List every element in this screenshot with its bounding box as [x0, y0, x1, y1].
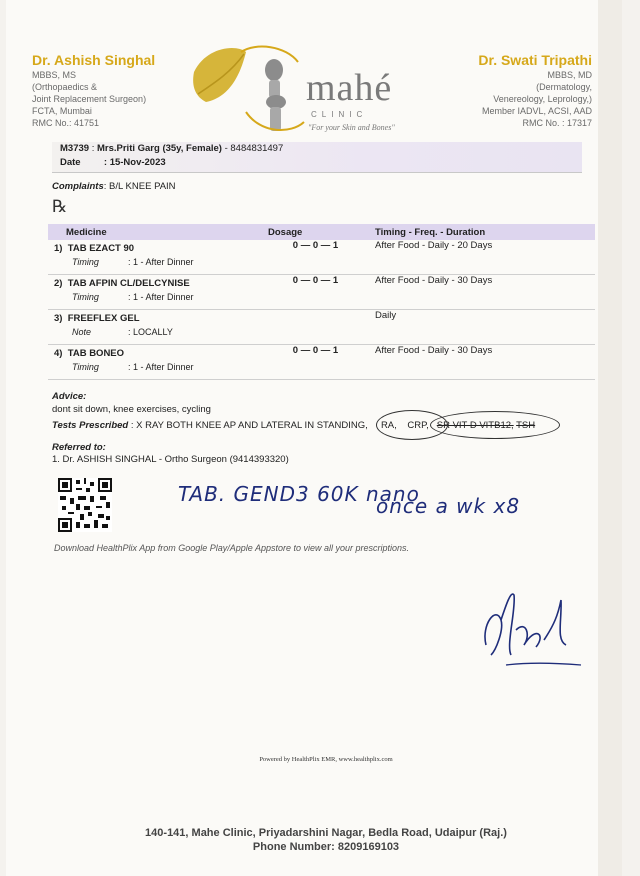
signature-icon: [476, 585, 586, 670]
date-value: 15-Nov-2023: [109, 157, 166, 168]
sub-label: Timing: [72, 257, 99, 267]
patient-row: M3739 : Mrs.Priti Garg (35y, Female) - 8484831497: [60, 143, 284, 154]
referred-text: 1. Dr. ASHISH SINGHAL - Ortho Surgeon (9414393320): [52, 454, 289, 465]
header-dosage: Dosage: [262, 224, 369, 240]
test-tsh: TSH: [516, 420, 536, 431]
timing: After Food - Daily - 30 Days: [369, 345, 595, 380]
brand-sub: CLINIC: [311, 110, 368, 119]
sub-value: : 1 - After Dinner: [128, 292, 194, 302]
doctor-right-qualifications: [392, 69, 592, 129]
dosage: 0 — 0 — 1: [262, 275, 369, 310]
patient-phone: - 8484831497: [224, 143, 284, 154]
pen-circle-mark: [430, 411, 560, 439]
doctor-right-name: Dr. Swati Tripathi: [478, 52, 592, 68]
handwritten-note-line1: TAB. GEND3 60K nano: [178, 482, 420, 506]
table-row: [48, 275, 595, 310]
sub-label: Note: [72, 327, 92, 337]
sub-value: : LOCALLY: [128, 327, 173, 337]
timing: After Food - Daily - 20 Days: [369, 240, 595, 275]
tests-label: Tests Prescribed: [52, 420, 129, 431]
sub-value: : 1 - After Dinner: [128, 362, 194, 372]
header-medicine: Medicine: [48, 224, 262, 240]
rx-icon: ℞: [52, 197, 68, 216]
qual-line: MBBS, MD: [547, 70, 592, 80]
advice-label: Advice:: [52, 391, 87, 402]
qual-line: Joint Replacement Surgeon): [32, 94, 147, 104]
handwritten-note-line2: once a wk x8: [376, 494, 521, 518]
advice: [52, 390, 211, 416]
qual-line: (Dermatology,: [536, 82, 592, 92]
sub-label: Timing: [72, 292, 99, 302]
complaints-text: : B/L KNEE PAIN: [103, 181, 176, 192]
brand-name: mahé: [306, 67, 393, 109]
medicine-table: [48, 224, 595, 380]
complaints-label: Complaints: [52, 181, 104, 192]
doctor-left-name: Dr. Ashish Singhal: [32, 52, 156, 68]
referred-to: [52, 442, 289, 466]
complaints: [52, 181, 176, 192]
header-timing: Timing - Freq. - Duration: [369, 224, 595, 240]
footer-address: 140-141, Mahe Clinic, Priyadarshini Nagar, Bedla Road, Udaipur (Raj.): [145, 827, 507, 839]
table-header: [48, 224, 595, 240]
brand-tagline: "For your Skin and Bones": [308, 123, 395, 132]
doctor-right: [392, 52, 592, 129]
doctor-left: [32, 52, 202, 129]
medicine-name: TAB BONEO: [67, 348, 125, 359]
qr-code-icon: [58, 478, 112, 532]
download-note: Download HealthPlix App from Google Play/Apple Appstore to view all your prescriptions.: [54, 543, 410, 553]
row-number: 4): [54, 348, 63, 359]
patient-info: [52, 142, 582, 173]
test-struck: SR VIT D VITB12,: [436, 420, 514, 431]
row-number: 1): [54, 243, 63, 254]
tests-text: : X RAY BOTH KNEE AP AND LATERAL IN STANDING,: [130, 420, 368, 431]
qual-line: Venereology, Leprology,): [493, 94, 592, 104]
dosage: 0 — 0 — 1: [262, 345, 369, 380]
qual-line: (Orthopaedics &: [32, 82, 98, 92]
page-edge: [598, 0, 622, 876]
qual-line: MBBS, MS: [32, 70, 77, 80]
sub-label: Timing: [72, 362, 99, 372]
patient-details: (35y, Female): [162, 143, 222, 154]
medicine-name: FREEFLEX GEL: [67, 313, 140, 324]
qual-line: FCTA, Mumbai: [32, 106, 92, 116]
date-label: Date: [60, 157, 81, 168]
table-row: [48, 310, 595, 345]
date-row: Date : 15-Nov-2023: [60, 157, 166, 168]
footer: [6, 826, 622, 854]
table-row: [48, 240, 595, 275]
timing: Daily: [369, 310, 595, 345]
doctor-left-qualifications: [32, 69, 202, 129]
referred-label: Referred to:: [52, 442, 106, 453]
qual-line: RMC No. : 17317: [522, 118, 592, 128]
powered-by: Powered by HealthPlix EMR, www.healthplix.com: [259, 756, 393, 763]
test-crp: CRP,: [407, 420, 429, 431]
qual-line: RMC No.: 41751: [32, 118, 100, 128]
timing: After Food - Daily - 30 Days: [369, 275, 595, 310]
table-row: [48, 345, 595, 380]
row-number: 3): [54, 313, 63, 324]
medicine-name: TAB EZACT 90: [67, 243, 135, 254]
footer-phone: Phone Number: 8209169103: [252, 841, 400, 853]
test-ra: RA,: [380, 420, 397, 431]
dosage: 0 — 0 — 1: [262, 240, 369, 275]
patient-name: Mrs.Priti Garg: [96, 143, 160, 154]
prescription-page: [6, 0, 622, 876]
row-number: 2): [54, 278, 63, 289]
advice-text: dont sit down, knee exercises, cycling: [52, 404, 211, 415]
medicine-name: TAB AFPIN CL/DELCYNISE: [67, 278, 190, 289]
sub-value: : 1 - After Dinner: [128, 257, 194, 267]
qual-line: Member IADVL, ACSI, AAD: [481, 106, 592, 116]
patient-id: M3739: [60, 143, 90, 154]
dosage: [262, 310, 369, 345]
